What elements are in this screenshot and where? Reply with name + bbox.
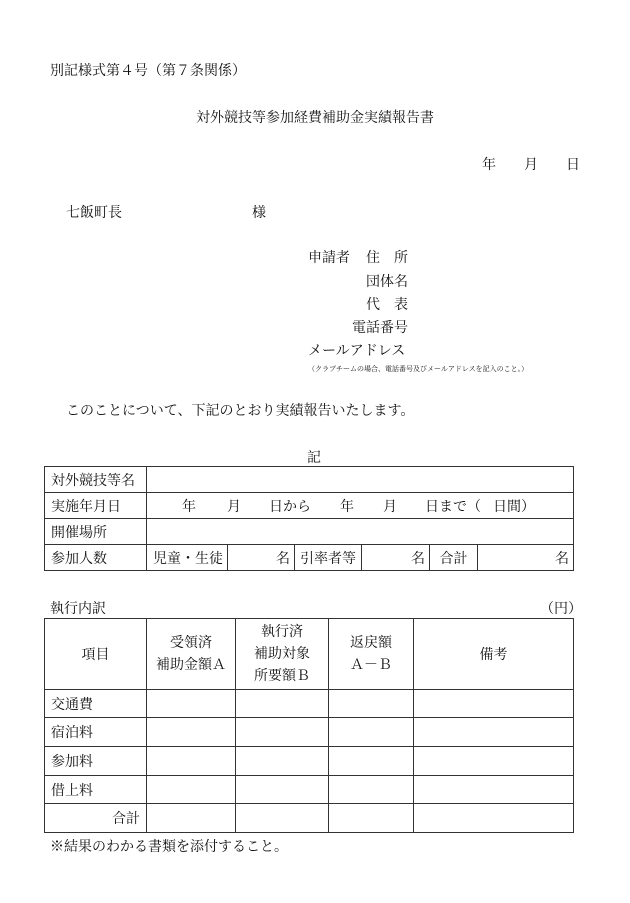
form-number: 別記様式第４号（第７条関係）	[50, 63, 246, 79]
competition-name-field[interactable]	[147, 467, 574, 493]
total-label: 合計	[430, 545, 478, 571]
applicant-note: （クラブチームの場合、電話番号及びメールアドレスを記入のこと。）	[308, 365, 529, 373]
document-title: 対外競技等参加経費補助金実績報告書	[196, 110, 434, 126]
cell-entry-fee-remarks[interactable]	[414, 747, 574, 776]
row-label-transport: 交通費	[45, 690, 147, 718]
cell-lodging-received[interactable]	[147, 718, 236, 747]
participants-label: 参加人数	[45, 545, 147, 571]
date-day: 日	[566, 157, 580, 173]
execution-unit: （円）	[540, 601, 582, 617]
cell-entry-fee-received[interactable]	[147, 747, 236, 776]
body-text: このことについて、下記のとおり実績報告いたします。	[66, 403, 415, 419]
applicant-email-label: メールアドレス	[308, 343, 406, 359]
cell-rental-executed[interactable]	[236, 776, 329, 804]
cell-rental-remarks[interactable]	[414, 776, 574, 804]
date-start-year: 年	[182, 498, 196, 515]
date-end-day: 日まで（	[425, 498, 481, 515]
date-start-day: 日から	[269, 498, 311, 515]
date-duration: 日間）	[493, 498, 535, 515]
date-start-month: 月	[227, 498, 241, 515]
applicant-prefix: 申請者	[308, 250, 350, 266]
competition-name-label: 対外競技等名	[45, 467, 147, 493]
cell-entry-fee-refund[interactable]	[329, 747, 414, 776]
header-executed	[236, 619, 329, 690]
cell-total-remarks[interactable]	[414, 804, 574, 833]
ki-heading: 記	[307, 450, 321, 466]
header-received	[147, 619, 236, 690]
row-label-rental: 借上料	[45, 776, 147, 804]
cell-transport-refund[interactable]	[329, 690, 414, 718]
cell-lodging-refund[interactable]	[329, 718, 414, 747]
cell-rental-received[interactable]	[147, 776, 236, 804]
leaders-label: 引率者等	[295, 545, 362, 571]
cell-entry-fee-executed[interactable]	[236, 747, 329, 776]
venue-field[interactable]	[147, 519, 574, 545]
execution-table	[44, 618, 574, 833]
header-executed-line1: 執行済	[261, 624, 303, 640]
header-refund-line1: 返戻額	[350, 635, 392, 651]
cell-lodging-executed[interactable]	[236, 718, 329, 747]
date-label: 実施年月日	[45, 493, 147, 519]
cell-transport-remarks[interactable]	[414, 690, 574, 718]
cell-lodging-remarks[interactable]	[414, 718, 574, 747]
cell-transport-executed[interactable]	[236, 690, 329, 718]
cell-transport-received[interactable]	[147, 690, 236, 718]
applicant-representative-label: 代 表	[366, 297, 408, 313]
header-refund-line2: Ａ－Ｂ	[350, 657, 392, 673]
header-executed-line3: 所要額Ｂ	[254, 668, 310, 684]
cell-total-refund[interactable]	[329, 804, 414, 833]
venue-label: 開催場所	[45, 519, 147, 545]
cell-total-received[interactable]	[147, 804, 236, 833]
addressee-honorific: 様	[252, 205, 266, 221]
cell-rental-refund[interactable]	[329, 776, 414, 804]
footnote: ※結果のわかる書類を添付すること。	[50, 839, 288, 855]
header-received-line1: 受領済	[170, 635, 212, 651]
header-executed-line2: 補助対象	[254, 646, 310, 662]
header-received-line2: 補助金額Ａ	[156, 657, 226, 673]
students-count-field[interactable]: 名	[228, 545, 295, 571]
date-month: 月	[524, 157, 538, 173]
row-label-lodging: 宿泊料	[45, 718, 147, 747]
row-label-total: 合計	[45, 804, 147, 833]
date-end-month: 月	[383, 498, 397, 515]
addressee-name: 七飯町長	[66, 205, 122, 221]
applicant-phone-label: 電話番号	[352, 320, 408, 336]
header-item: 項目	[45, 619, 147, 690]
total-count-field[interactable]: 名	[478, 545, 574, 571]
applicant-address-label: 住 所	[366, 250, 408, 266]
leaders-count-field[interactable]: 名	[362, 545, 430, 571]
header-remarks: 備考	[414, 619, 574, 690]
date-year: 年	[482, 157, 496, 173]
row-label-entry-fee: 参加料	[45, 747, 147, 776]
date-end-year: 年	[340, 498, 354, 515]
execution-title: 執行内訳	[50, 601, 106, 617]
header-refund	[329, 619, 414, 690]
cell-total-executed[interactable]	[236, 804, 329, 833]
applicant-group-label: 団体名	[366, 274, 408, 290]
date-field[interactable]	[147, 493, 574, 519]
info-table	[44, 466, 574, 571]
students-label: 児童・生徒	[147, 545, 228, 571]
